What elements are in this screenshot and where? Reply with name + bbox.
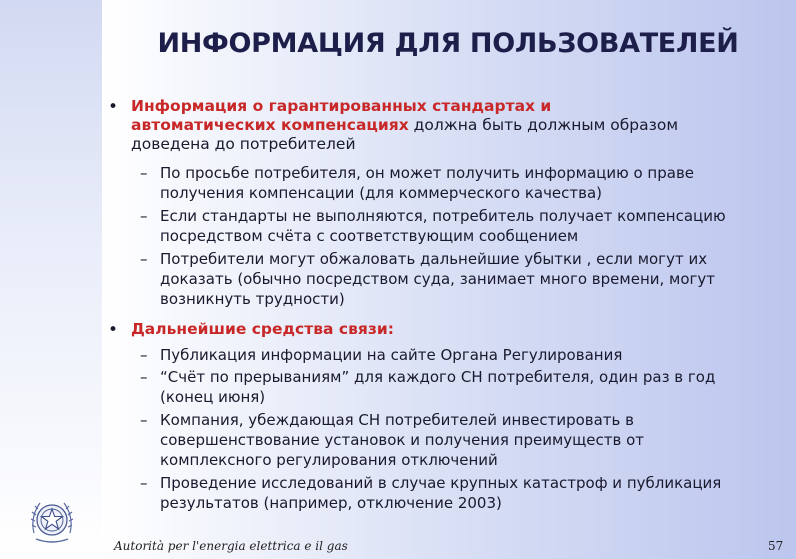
dash-marker: – [140,250,148,268]
slide-title: ИНФОРМАЦИЯ ДЛЯ ПОЛЬЗОВАТЕЛЕЙ [157,28,739,59]
italian-republic-emblem-icon [26,493,78,547]
bullet-standards-rest: должна быть должным образом [408,116,679,134]
sub-item-line: посредством счёта с соответствующим сообщением [160,227,579,245]
sub-item-line: Компания, убеждающая СН потребителей инвестировать в [160,411,634,429]
dash-marker: – [140,474,148,492]
sub-item-line: возникнуть трудности) [160,290,345,308]
sub-item-line: Публикация информации на сайте Органа Регулирования [160,346,623,364]
dash-marker: – [140,164,148,182]
sub-item-line: доказать (обычно посредством суда, занимает много времени, могут [160,270,716,288]
dash-marker: – [140,411,148,429]
highlight-standards: Информация о гарантированных стандартах и [131,97,552,115]
bullet-marker: • [108,97,119,117]
sub-item-line: комплексного регулирования отключений [160,451,498,469]
sub-item-line: Потребители могут обжаловать дальнейшие убытки , если могут их [160,250,708,268]
bullet-standards-line-3: доведена до потребителей [131,135,356,153]
sub-item-line: По просьбе потребителя, он может получить информацию о праве [160,164,695,182]
sub-item-line: “Счёт по прерываниям” для каждого СН потребителя, один раз в год [160,368,716,386]
sub-item-line: получения компенсации (для коммерческого качества) [160,184,603,202]
sub-item-line: совершенствование установок и получения преимуществ от [160,431,645,449]
sub-item-line: результатов (например, отключение 2003) [160,494,502,512]
bullet-communication-heading [131,320,781,339]
bullet-standards-line-1 [131,97,781,116]
page-number: 57 [768,539,784,553]
sub-item-line: (конец июня) [160,388,266,406]
sub-item-line: Проведение исследований в случае крупных катастроф и публикация [160,474,722,492]
dash-marker: – [140,207,148,225]
bullet-standards-line-2 [131,116,781,135]
dash-marker: – [140,368,148,386]
left-decorative-band [0,0,102,559]
highlight-compensations: автоматических компенсациях [131,116,409,134]
footer-organization: Autorità per l'energia elettrica e il gas [114,539,348,553]
sub-item-line: Если стандарты не выполняются, потребитель получает компенсацию [160,207,726,225]
highlight-communication: Дальнейшие средства связи: [131,320,394,338]
bullet-marker: • [108,320,119,340]
dash-marker: – [140,346,148,364]
